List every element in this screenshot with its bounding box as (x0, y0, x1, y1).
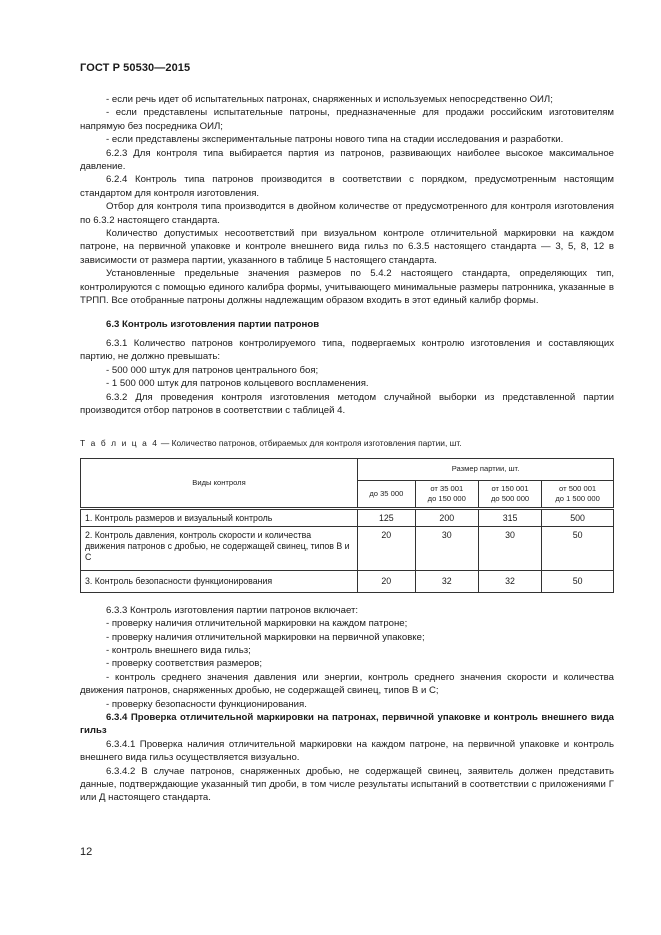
paragraph: - если речь идет об испытательных патронах, снаряженных и используемых непосредственно ОИЛ; (106, 94, 553, 105)
table-cell: 20 (358, 570, 416, 592)
table-cell: 315 (478, 508, 541, 526)
table-row (81, 526, 614, 570)
table-subhead (542, 480, 614, 508)
paragraph-6-2-4: 6.2.4 Контроль типа патронов производится в соответствии с порядком, предусмотренным настоящим стандартом для контроля изготовления. (80, 174, 614, 199)
page-body (80, 93, 614, 805)
paragraph: - если представлены испытательные патроны, предназначенные для продажи российским изготовителям напрямую без посредника ОИЛ; (80, 107, 614, 132)
subhead-line: от 150 001 (491, 483, 529, 493)
page-number: 12 (80, 846, 93, 858)
paragraph: - если представлены экспериментальные патроны нового типа на стадии исследования и разработки. (106, 134, 564, 146)
table-cell: 32 (415, 570, 478, 592)
table-cell: 30 (478, 526, 541, 570)
list-item: - 500 000 штук для патронов центрального боя; (106, 364, 319, 376)
subhead-line: до 1 500 000 (555, 493, 600, 503)
subhead-line: от 500 001 (559, 483, 597, 493)
table-cell: 50 (542, 570, 614, 592)
table-cell: 30 (415, 526, 478, 570)
list-item: - контроль внешнего вида гильз; (106, 644, 251, 656)
paragraph-6-2-3: 6.2.3 Для контроля типа выбирается партия из патронов, развивающих наиболее высокое максимальное давление. (80, 147, 614, 173)
list-item: - проверку наличия отличительной маркировки на первичной упаковке; (106, 631, 425, 643)
list-item: - проверку безопасности функционирования. (106, 698, 307, 710)
paragraph-6-3-1: 6.3.1 Количество патронов контролируемого типа, подвергаемых контролю изготовления и составляющих партию, не должно превышать: (80, 337, 614, 363)
table-cell-label: 1. Контроль размеров и визуальный контроль (81, 508, 358, 526)
table-cell: 20 (358, 526, 416, 570)
table-row (81, 508, 614, 526)
paragraph-6-3-4-1: 6.3.4.1 Проверка наличия отличительной маркировки на каждом патроне, на первичной упаковке и контроль внешнего вида гильз осуществляется визуально. (80, 738, 614, 764)
paragraph-6-3-3: 6.3.3 Контроль изготовления партии патронов включает: (106, 604, 359, 616)
table-cell: 200 (415, 508, 478, 526)
paragraph: Отбор для контроля типа производится в двойном количестве от предусмотренного для контроля изготовления по 6.3.2 настоящего стандарта. (80, 201, 614, 226)
table-caption (80, 437, 614, 450)
table-cell: 125 (358, 508, 416, 526)
paragraph-6-3-2: 6.3.2 Для проведения контроля изготовления методом случайной выборки из представленной партии производится отбор патронов в соответствии с таблицей 4. (80, 391, 614, 416)
paragraph: Количество допустимых несоответствий при визуальном контроле отличительной маркировки на каждом патроне, на первичной упаковке и контроле внешнего вида гильз по 6.3.5 настоящего стандарта — 3, 5, 8, 12 в зависимости от размера партии, указанного в таблице 5 настоящего стандарта. (80, 228, 614, 266)
table-caption-prefix: Т а б л и ц а 4 (80, 438, 159, 449)
subhead-line: до 35 000 (369, 488, 404, 498)
subhead-line: до 150 000 (427, 493, 466, 503)
table-cell-label: 2. Контроль давления, контроль скорости и количества движения патронов с дробью, не содержащей свинец, типов В и С (81, 526, 358, 570)
list-item: - 1 500 000 штук для патронов кольцевого воспламенения. (106, 378, 369, 390)
table-cell: 50 (542, 526, 614, 570)
table-subhead (358, 480, 416, 508)
section-heading-6-3: 6.3 Контроль изготовления партии патронов (106, 318, 320, 330)
table-subhead (478, 480, 541, 508)
table-head-batch-size: Размер партии, шт. (358, 458, 614, 480)
table-cell: 32 (478, 570, 541, 592)
table-cell: 500 (542, 508, 614, 526)
subhead-line: от 35 001 (430, 483, 464, 493)
list-item: - проверку наличия отличительной маркировки на каждом патроне; (106, 618, 408, 630)
table-4 (80, 458, 614, 593)
subhead-line: до 500 000 (490, 493, 530, 503)
document-header: ГОСТ Р 50530—2015 (80, 62, 191, 74)
list-item: - проверку соответствия размеров; (106, 658, 263, 670)
table-caption-text: — Количество патронов, отбираемых для контроля изготовления партии, шт. (158, 438, 462, 449)
section-heading-6-3-4: 6.3.4 Проверка отличительной маркировки на патронах, первичной упаковке и контроль внешнего вида гильз (80, 712, 614, 737)
paragraph-6-3-4-2: 6.3.4.2 В случае патронов, снаряженных дробью, не содержащей свинец, заявитель должен представить данные, подтверждающие указанный тип дроби, в том числе результаты испытаний в соответствии с приложениями Г или Д настоящего стандарта. (80, 765, 614, 804)
table-row (81, 570, 614, 592)
table-subhead (415, 480, 478, 508)
paragraph: Установленные предельные значения размеров по 5.4.2 настоящего стандарта, определяющих тип, контролируются с помощью единого калибра формы, учитывающего минимальные размеры патронника, указанные в ТРПП. Все отобранные патроны должны надлежащим образом входить в этот единый калибр формы. (80, 268, 614, 307)
list-item: - контроль среднего значения давления или энергии, контроль среднего значения скорости и количества движения патронов, снаряженных дробью, не содержащей свинец, типов В и С; (80, 671, 614, 697)
table-cell-label: 3. Контроль безопасности функционирования (81, 570, 358, 592)
table-head-control-types: Виды контроля (81, 458, 358, 508)
